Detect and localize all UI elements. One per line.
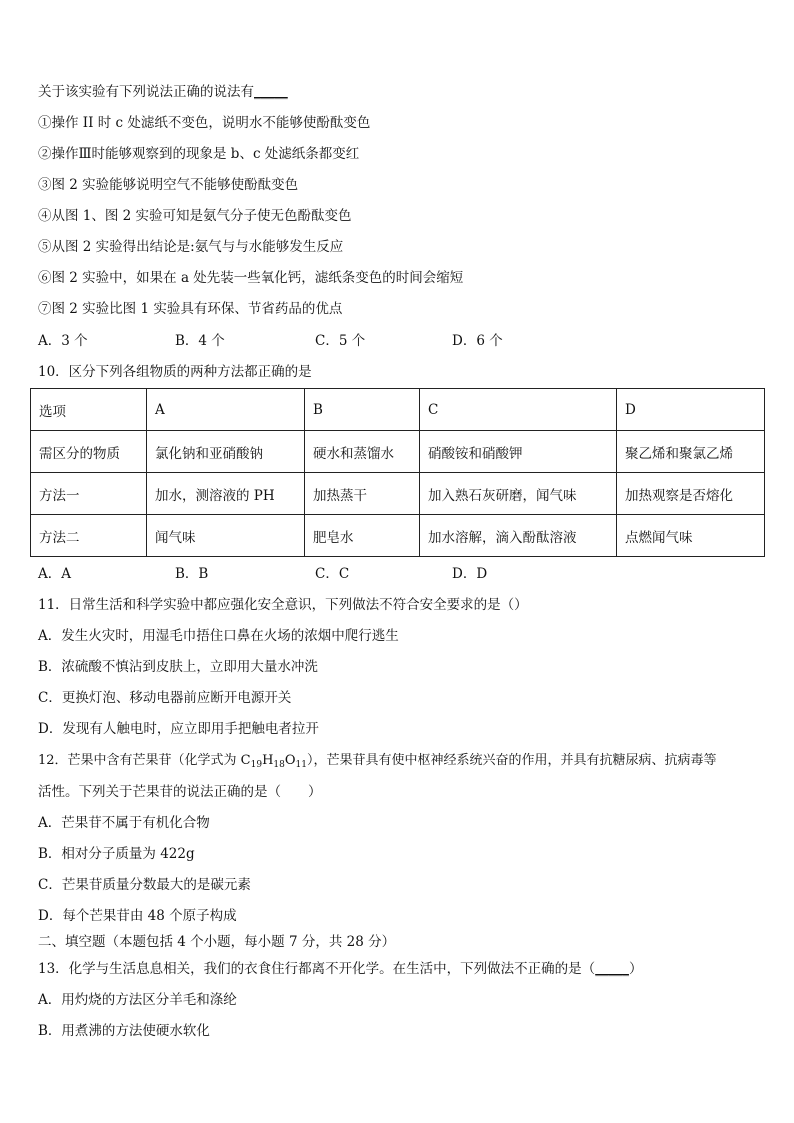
table-cell: 加入熟石灰研磨，闻气味 [420, 473, 617, 515]
q11-option-a: A．发生火灾时，用湿毛巾捂住口鼻在火场的浓烟中爬行逃生 [38, 628, 399, 644]
table-row [31, 431, 765, 473]
q12-option-d: D．每个芒果苷由 48 个原子构成 [38, 908, 237, 924]
q11-stem: 11．日常生活和科学实验中都应强化安全意识，下列做法不符合安全要求的是（） [38, 597, 528, 613]
table-cell: 氯化钠和亚硝酸钠 [147, 431, 305, 473]
table-cell: 肥皂水 [305, 515, 420, 557]
q9-options [38, 332, 738, 350]
q12-option-a: A．芒果苷不属于有机化合物 [38, 815, 210, 831]
q9-stem-text: 关于该实验有下列说法正确的说法有 [38, 84, 254, 100]
q9-answer-blank: _____ [254, 84, 288, 100]
table-cell: C [420, 389, 617, 431]
q11-option-b: B．浓硫酸不慎沾到皮肤上，立即用大量水冲洗 [38, 659, 318, 675]
q12-option-c: C．芒果苷质量分数最大的是碳元素 [38, 877, 251, 893]
q10-stem: 10．区分下列各组物质的两种方法都正确的是 [38, 364, 312, 380]
q11-option-c: C．更换灯泡、移动电器前应断开电源开关 [38, 690, 292, 706]
q9-statement-7: ⑦图 2 实验比图 1 实验具有环保、节省药品的优点 [38, 301, 343, 317]
table-cell: 聚乙烯和聚氯乙烯 [617, 431, 765, 473]
q9-statement-3: ③图 2 实验能够说明空气不能够使酚酞变色 [38, 177, 299, 193]
q10-table [30, 388, 765, 557]
q13-option-a: A．用灼烧的方法区分羊毛和涤纶 [38, 992, 237, 1008]
table-header-row [31, 389, 765, 431]
table-cell: 加热观察是否熔化 [617, 473, 765, 515]
q12-option-b: B．相对分子质量为 422g [38, 846, 195, 862]
table-cell: 加热蒸干 [305, 473, 420, 515]
q9-statement-2: ②操作Ⅲ时能够观察到的现象是 b、c 处滤纸条都变红 [38, 146, 360, 162]
q9-statement-4: ④从图 1、图 2 实验可知是氨气分子使无色酚酞变色 [38, 208, 352, 224]
q12-formula-o: O [284, 753, 296, 768]
table-cell: 点燃闻气味 [617, 515, 765, 557]
table-row [31, 515, 765, 557]
table-cell: B [305, 389, 420, 431]
table-cell: A [147, 389, 305, 431]
q12-stem-line-1 [38, 752, 717, 770]
table-row [31, 473, 765, 515]
q13-stem-text: 13．化学与生活息息相关，我们的衣食住行都离不开化学。在生活中，下列做法不正确的是（ [38, 961, 596, 977]
q13-stem [38, 960, 642, 978]
q13-option-b: B．用煮沸的方法使硬水软化 [38, 1023, 210, 1039]
q10-option-b: B．B [175, 566, 209, 582]
table-cell: 闻气味 [147, 515, 305, 557]
q10-option-c: C．C [315, 566, 350, 582]
q12-formula-sub-o: 11 [295, 760, 307, 770]
table-cell: 加水，测溶液的 PH [147, 473, 305, 515]
table-cell: 方法二 [31, 515, 147, 557]
table-cell: 方法一 [31, 473, 147, 515]
table-cell: 选项 [31, 389, 147, 431]
q12-stem-text-a: 12．芒果中含有芒果苷（化学式为 C [38, 753, 251, 768]
q12-formula-h: H [262, 753, 274, 768]
q10-options [38, 565, 738, 583]
q11-option-d: D．发现有人触电时，应立即用手把触电者拉开 [38, 721, 319, 737]
section-heading: 二、填空题（本题包括 4 个小题，每小题 7 分，共 28 分） [38, 934, 396, 950]
q9-option-a: A．3 个 [38, 333, 88, 349]
q13-answer-blank: _____ [595, 961, 629, 977]
q10-option-d: D．D [452, 566, 488, 582]
q9-option-c: C．5 个 [315, 333, 366, 349]
table-cell: 硬水和蒸馏水 [305, 431, 420, 473]
q12-formula-sub-h: 18 [273, 760, 285, 770]
table-cell: 需区分的物质 [31, 431, 147, 473]
q13-stem-suffix: ） [628, 961, 643, 977]
q12-formula-sub-c: 19 [250, 760, 263, 770]
table-cell: 加水溶解，滴入酚酞溶液 [420, 515, 617, 557]
q12-stem-line-2: 活性。下列关于芒果苷的说法正确的是（ ） [38, 784, 322, 800]
q9-statement-6: ⑥图 2 实验中，如果在 a 处先装一些氧化钙，滤纸条变色的时间会缩短 [38, 270, 464, 286]
q9-stem [38, 83, 288, 101]
q10-option-a: A．A [38, 566, 71, 582]
table-cell: 硝酸铵和硝酸钾 [420, 431, 617, 473]
q9-statement-1: ①操作 II 时 c 处滤纸不变色，说明水不能够使酚酞变色 [38, 115, 371, 131]
q9-statement-5: ⑤从图 2 实验得出结论是:氨气与与水能够发生反应 [38, 239, 344, 255]
table-cell: D [617, 389, 765, 431]
q9-option-d: D．6 个 [452, 333, 503, 349]
q9-option-b: B．4 个 [175, 333, 225, 349]
q12-stem-text-b: ），芒果苷具有使中枢神经系统兴奋的作用，并具有抗糖尿病、抗病毒等 [307, 753, 717, 768]
